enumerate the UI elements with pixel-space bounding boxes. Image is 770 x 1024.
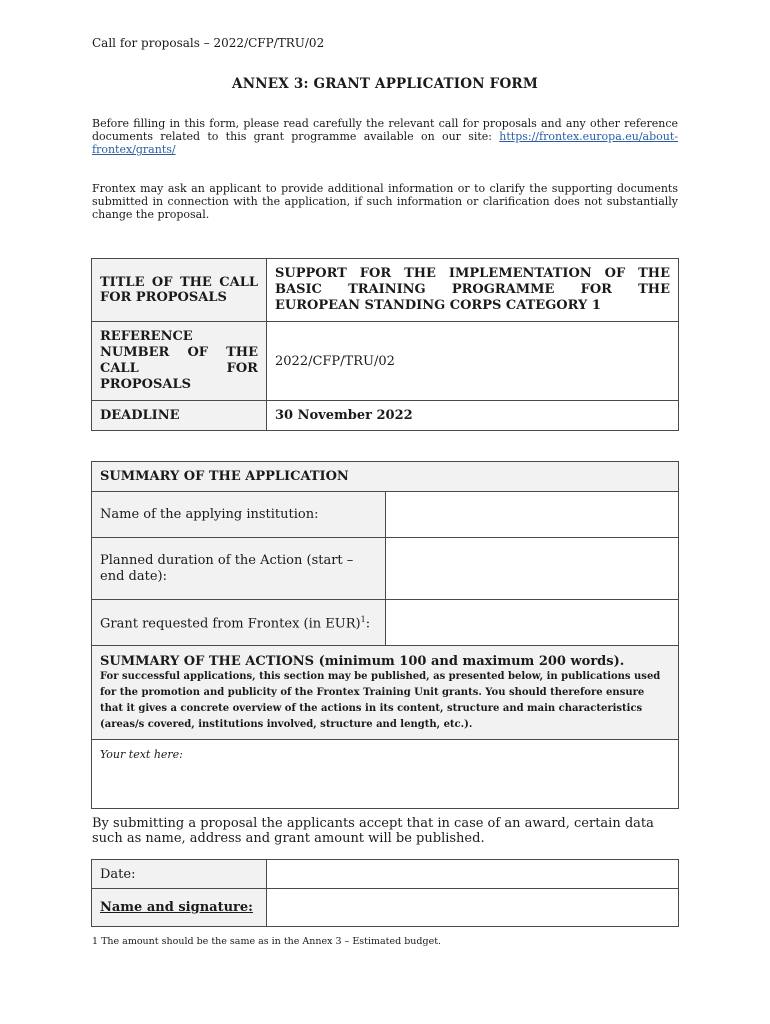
- duration-label: Planned duration of the Action (start – end date):: [92, 538, 386, 600]
- table-row: [92, 259, 679, 322]
- deadline-label: DEADLINE: [92, 401, 267, 431]
- call-title-label: TITLE OF THE CALL FOR PROPOSALS: [92, 259, 267, 322]
- disclaimer-paragraph: Frontex may ask an applicant to provide additional information or to clarify the supporting documents submitted in connection with the application, if such information or clarification does not substantially change the proposal.: [92, 182, 678, 221]
- table-row: [92, 889, 679, 927]
- actions-summary-title: SUMMARY OF THE ACTIONS (minimum 100 and maximum 200 words).: [100, 654, 625, 669]
- deadline-value: 30 November 2022: [267, 401, 679, 431]
- date-label: Date:: [92, 860, 267, 889]
- signature-table: [91, 859, 679, 927]
- reference-number-label: REFERENCE NUMBER OF THE CALL FOR PROPOSALS: [92, 322, 267, 401]
- grant-label-text: Grant requested from Frontex (in EUR): [100, 616, 361, 632]
- signature-label: Name and signature:: [92, 889, 267, 927]
- table-row: [92, 600, 679, 646]
- grant-requested-label: [92, 600, 386, 646]
- table-row: [92, 401, 679, 431]
- table-row: [92, 462, 679, 492]
- footnote: 1 The amount should be the same as in the Annex 3 – Estimated budget.: [92, 936, 442, 947]
- summary-heading: SUMMARY OF THE APPLICATION: [92, 462, 679, 492]
- intro-text: Before filling in this form, please read carefully the relevant call for proposals and any other reference documents related to this grant programme available on our site:: [92, 117, 678, 144]
- page-header: Call for proposals – 2022/CFP/TRU/02: [92, 36, 325, 50]
- page-title: ANNEX 3: GRANT APPLICATION FORM: [232, 76, 538, 92]
- intro-paragraph: [92, 117, 678, 157]
- call-info-table: [91, 258, 679, 431]
- application-summary-table: [91, 461, 679, 809]
- grant-label-colon: :: [365, 616, 371, 632]
- table-row: [92, 322, 679, 401]
- grant-requested-field[interactable]: [385, 600, 679, 646]
- duration-field[interactable]: [385, 538, 679, 600]
- table-row: [92, 860, 679, 889]
- actions-text-field[interactable]: Your text here:: [92, 740, 679, 809]
- reference-number-value: 2022/CFP/TRU/02: [267, 322, 679, 401]
- publication-notice: By submitting a proposal the applicants accept that in case of an award, certain data such as name, address and grant amount will be published.: [92, 816, 654, 846]
- footnote-marker: 1: [360, 615, 366, 625]
- grants-link[interactable]: https://frontex.europa.eu/about-frontex/grants/: [92, 130, 678, 157]
- table-row: [92, 538, 679, 600]
- actions-summary-header: [92, 646, 679, 740]
- table-row: [92, 492, 679, 538]
- call-title-value: SUPPORT FOR THE IMPLEMENTATION OF THE BASIC TRAINING PROGRAMME FOR THE EUROPEAN STANDING CORPS CATEGORY 1: [267, 259, 679, 322]
- date-field[interactable]: [267, 860, 679, 889]
- table-row: [92, 740, 679, 809]
- actions-summary-note: For successful applications, this section may be published, as presented below, in publications used for the promotion and publicity of the Frontex Training Unit grants. You should therefore ensure that it gives a concrete overview of the actions in its content, structure and main characteristics (areas/s covered, institutions involved, structure and length, etc.).: [100, 671, 661, 730]
- signature-field[interactable]: [267, 889, 679, 927]
- institution-field[interactable]: [385, 492, 679, 538]
- table-row: [92, 646, 679, 740]
- institution-label: Name of the applying institution:: [92, 492, 386, 538]
